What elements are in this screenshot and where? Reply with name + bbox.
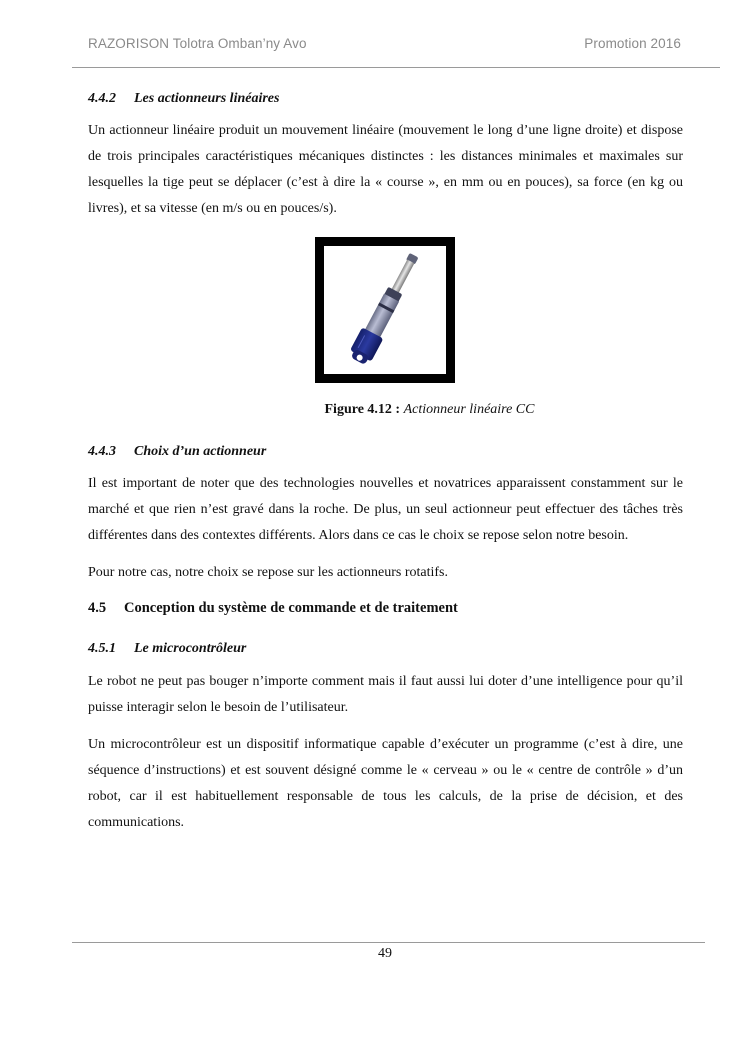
- paragraph-actionneurs-lineaires: Un actionneur linéaire produit un mouvement linéaire (mouvement le long d’une ligne droite) et dispose de trois principales caractéristiques mécaniques distinctes : les distances minimales et maximales sur lesquelles la tige peut se déplacer (c’est à dire la « course », en mm ou en pouces), sa force (en kg ou livres), et sa vitesse (en m/s ou en pouces/s).: [88, 123, 683, 216]
- figure-title: Actionneur linéaire CC: [403, 402, 535, 417]
- paragraph-choix-rotatifs: Pour notre cas, notre choix se repose sur les actionneurs rotatifs.: [88, 565, 449, 580]
- header-promotion: Promotion 2016: [584, 36, 681, 51]
- heading-4-4-2: [88, 91, 683, 107]
- figure-caption: [88, 402, 683, 418]
- figure-frame: [315, 237, 455, 383]
- heading-number: 4.4.2: [88, 91, 116, 106]
- heading-4-5: [88, 600, 683, 617]
- figure-label: Figure 4.12 :: [324, 402, 401, 417]
- footer-divider: [72, 942, 705, 943]
- heading-title: Le microcontrôleur: [134, 641, 247, 656]
- heading-title: Conception du système de commande et de traitement: [124, 600, 458, 616]
- heading-4-4-3: [88, 444, 683, 460]
- heading-number: 4.5: [88, 600, 107, 616]
- heading-4-5-1: [88, 641, 683, 657]
- heading-number: 4.5.1: [88, 641, 116, 656]
- heading-title: Les actionneurs linéaires: [134, 91, 280, 106]
- figure-image: [324, 246, 446, 374]
- page-number: 49: [378, 946, 392, 961]
- heading-title: Choix d’un actionneur: [134, 444, 267, 459]
- paragraph-microcontroleur: Un microcontrôleur est un dispositif informatique capable d’exécuter un programme (c’est à dire, une séquence d’instructions) et est souvent désigné comme le « cerveau » ou le « centre de contrôle » d’un robot, car il est habituellement responsable de tous les calculs, de la prise de décision, et des communications.: [88, 737, 683, 830]
- paragraph-robot-intelligence: Le robot ne peut pas bouger n’importe comment mais il faut aussi lui doter d’une intelligence pour qu’il puisse interagir selon le besoin de l’utilisateur.: [88, 674, 683, 715]
- paragraph-choix-actionneur: Il est important de noter que des technologies nouvelles et novatrices apparaissent constamment sur le marché et que rien n’est gravé dans la roche. De plus, un seul actionneur peut effectuer des tâches très différentes dans des contextes différents. Alors dans ce cas le choix se repose selon notre besoin.: [88, 476, 683, 543]
- header-author: RAZORISON Tolotra Omban’ny Avo: [88, 36, 307, 51]
- header-divider: [72, 67, 720, 68]
- heading-number: 4.4.3: [88, 444, 116, 459]
- linear-actuator-illustration: [324, 246, 446, 374]
